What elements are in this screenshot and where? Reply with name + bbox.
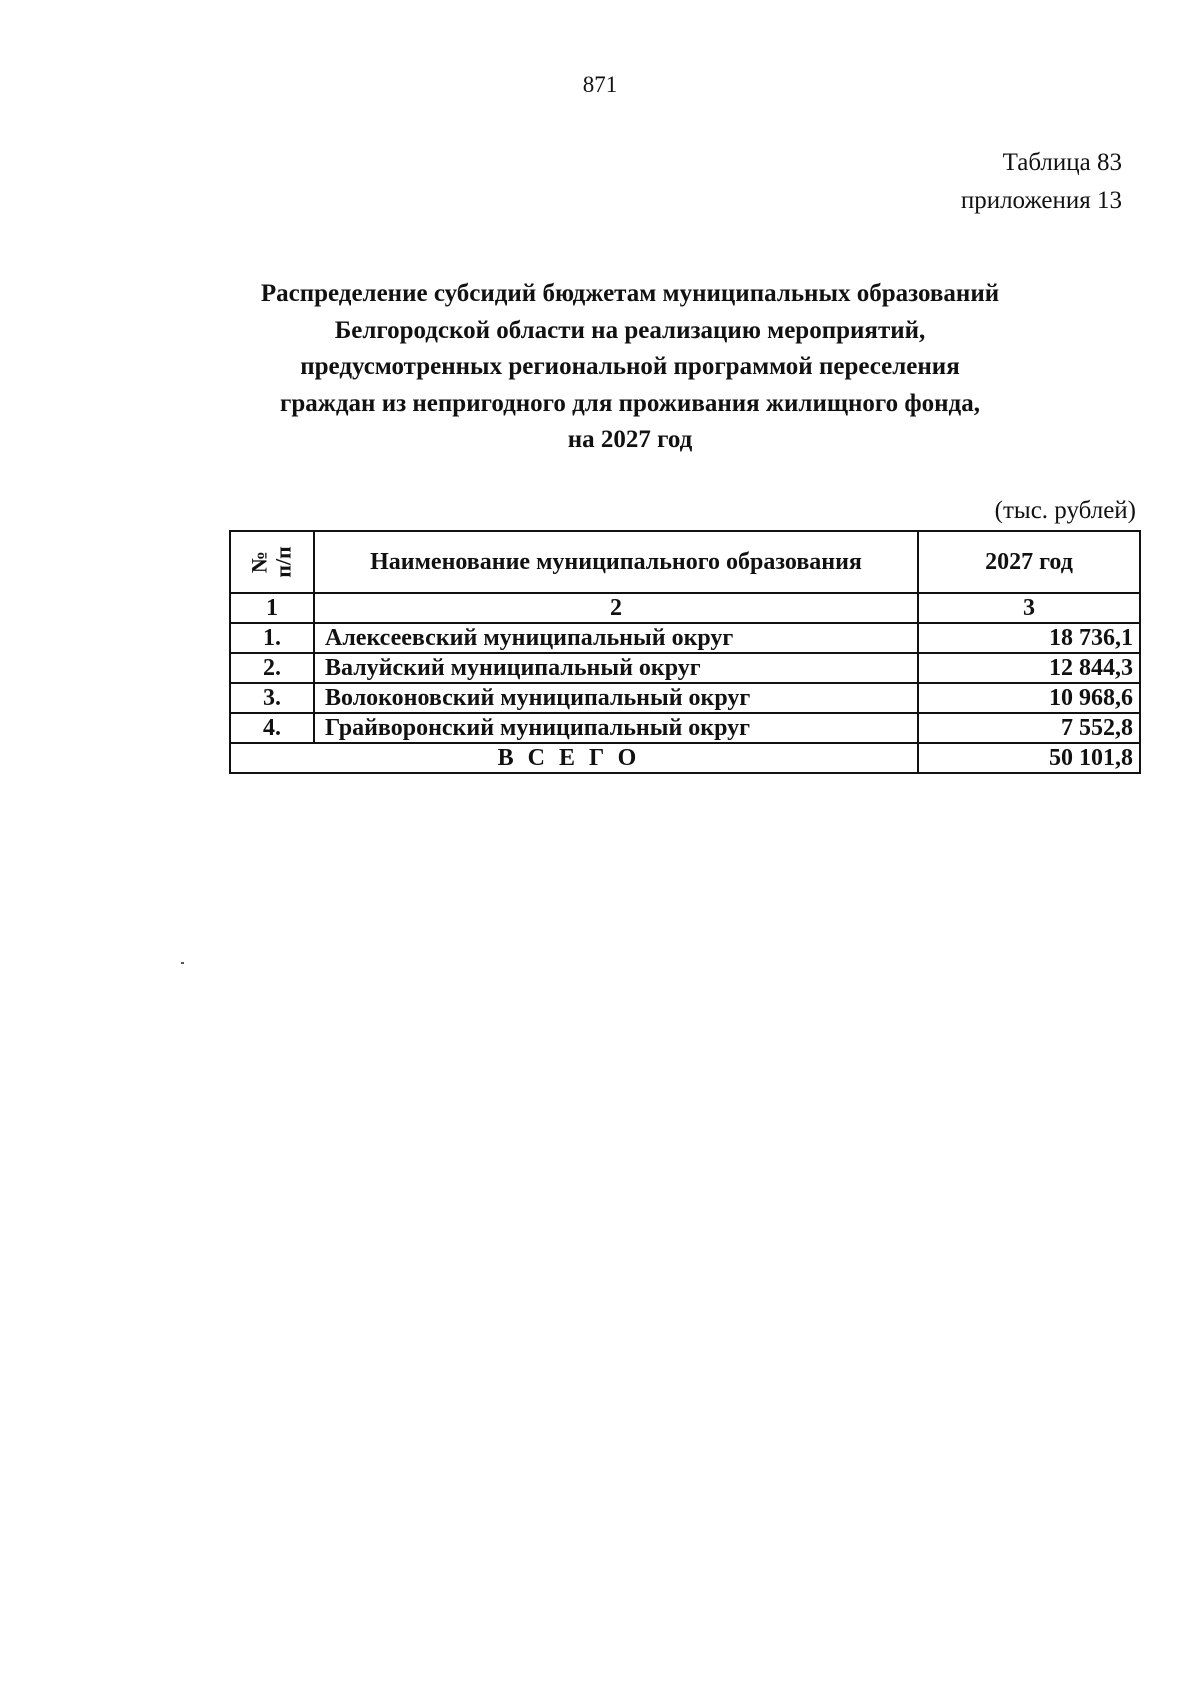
row-number: 3.	[230, 683, 314, 713]
total-amount: 50 101,8	[918, 743, 1140, 773]
municipality-name: Алексеевский муниципальный округ	[314, 623, 918, 653]
header-number-sign: №	[247, 550, 272, 573]
column-index-cell: 1	[230, 593, 314, 623]
table-header-row	[230, 531, 1140, 593]
total-label: ВСЕГО	[230, 743, 918, 773]
title-line-5: на 2027 год	[567, 426, 693, 453]
row-number: 4.	[230, 713, 314, 743]
row-number: 1.	[230, 623, 314, 653]
table-row	[230, 653, 1140, 683]
units-label: (тыс. рублей)	[994, 497, 1136, 524]
title-line-1: Распределение субсидий бюджетам муниципальных образований	[260, 280, 1000, 307]
row-number: 2.	[230, 653, 314, 683]
subsidy-amount: 10 968,6	[918, 683, 1140, 713]
municipality-name: Валуйский муниципальный округ	[314, 653, 918, 683]
header-municipality-name: Наименование муниципального образования	[314, 531, 918, 593]
subsidy-amount: 7 552,8	[918, 713, 1140, 743]
header-number	[230, 531, 314, 593]
subsidy-table	[229, 530, 1141, 774]
header-number-rotated	[248, 546, 296, 577]
title-line-2: Белгородской области на реализацию мероприятий,	[334, 316, 926, 344]
table-reference	[961, 144, 1122, 220]
column-index-cell: 3	[918, 593, 1140, 623]
header-number-abbr: п/п	[271, 545, 296, 578]
total-row	[230, 743, 1140, 773]
title-line-3: предусмотренных региональной программой переселения	[300, 353, 960, 380]
table-row	[230, 713, 1140, 743]
table-row	[230, 683, 1140, 713]
column-index-row	[230, 593, 1140, 623]
municipality-name: Волоконовский муниципальный округ	[314, 683, 918, 713]
appendix-number: приложения 13	[960, 187, 1122, 214]
scan-speck	[181, 962, 184, 964]
municipality-name: Грайворонский муниципальный округ	[314, 713, 918, 743]
document-title	[230, 276, 1030, 459]
subsidy-amount: 12 844,3	[918, 653, 1140, 683]
table-row	[230, 623, 1140, 653]
subsidy-amount: 18 736,1	[918, 623, 1140, 653]
column-index-cell: 2	[314, 593, 918, 623]
table-number: Таблица 83	[1002, 149, 1122, 176]
title-line-4: граждан из непригодного для проживания жилищного фонда,	[280, 389, 980, 417]
page-number: 871	[582, 72, 618, 97]
header-year: 2027 год	[918, 531, 1140, 593]
